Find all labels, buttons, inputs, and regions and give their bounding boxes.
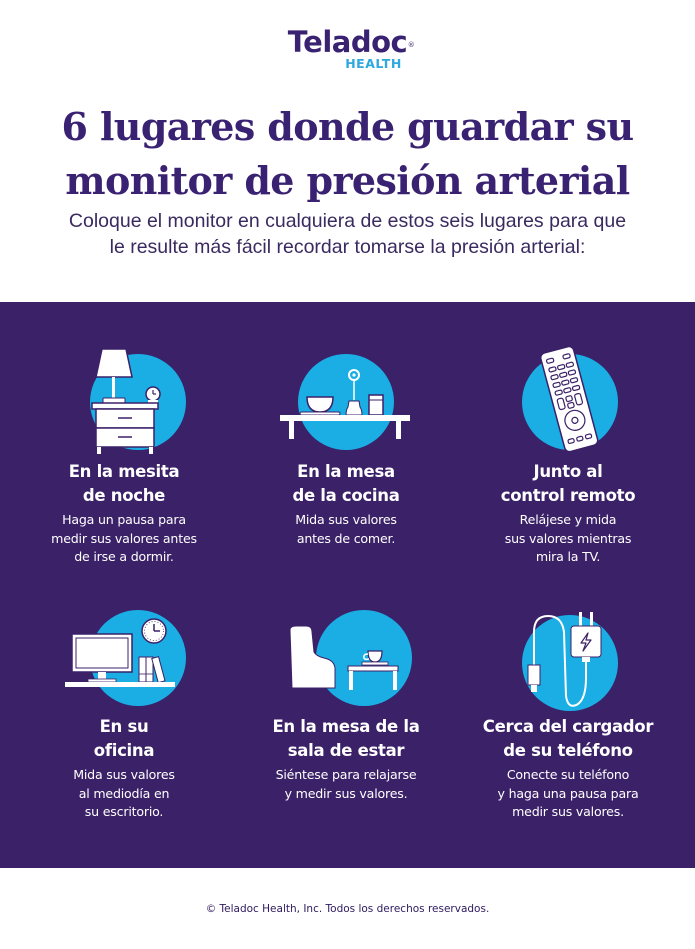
place-title-line: control remoto (500, 486, 636, 505)
place-title-line: de la cocina (292, 486, 400, 505)
place-title-line: de noche (82, 486, 166, 505)
place-description (14, 511, 234, 567)
place-title-line: Cerca del cargador (482, 717, 654, 736)
place-desc-line: mira la TV. (535, 549, 601, 564)
subtitle-line-2: le resulte más fácil recordar tomarse la presión arterial: (109, 236, 586, 258)
place-description (236, 511, 456, 548)
place-desc-line: Mida sus valores (295, 512, 397, 527)
subtitle-line-1: Coloque el monitor en cualquiera de estos seis lugares para que (68, 210, 627, 232)
place-description (458, 766, 678, 822)
place-title-line: En la mesa de la (272, 717, 420, 736)
place-desc-line: medir sus valores antes (51, 530, 197, 546)
place-desc-line: y haga una pausa para (497, 785, 639, 801)
place-title (14, 715, 234, 763)
office-desk-icon (14, 600, 234, 715)
place-title-line: En la mesita (68, 462, 180, 481)
place-desc-line: medir sus valores. (512, 804, 624, 819)
place-title-line: sala de estar (287, 741, 405, 760)
place-desc-line: al mediodía en (78, 785, 170, 801)
place-desc-line: Siéntese para relajarse (275, 767, 417, 782)
place-card-office (14, 600, 234, 822)
nightstand-icon (14, 345, 234, 460)
place-title-line: de su teléfono (503, 741, 633, 760)
place-desc-line: su escritorio. (84, 804, 164, 819)
page-subtitle (0, 208, 695, 260)
teladoc-health-logo (0, 26, 695, 71)
registered-mark: ® (407, 41, 415, 49)
place-desc-line: Conecte su teléfono (506, 767, 630, 782)
logo-wordmark (287, 25, 415, 59)
place-desc-line: de irse a dormir. (74, 549, 174, 564)
place-title (236, 715, 456, 763)
place-desc-line: antes de comer. (296, 530, 396, 546)
place-title (458, 460, 678, 508)
living-room-table-icon (236, 600, 456, 715)
phone-charger-icon (458, 600, 678, 715)
copyright-footer: © Teladoc Health, Inc. Todos los derechos reservados. (205, 903, 490, 915)
place-card-living-room-table (236, 600, 456, 803)
title-line-1: 6 lugares donde guardar su (61, 104, 634, 149)
place-desc-line: sus valores mientras (504, 530, 632, 546)
remote-control-icon (458, 345, 678, 460)
place-card-phone-charger (458, 600, 678, 822)
place-title-line: En la mesa (297, 462, 395, 481)
place-description (14, 766, 234, 822)
place-description (458, 511, 678, 567)
place-title-line: oficina (93, 741, 155, 760)
place-desc-line: y medir sus valores. (284, 785, 408, 801)
logo-text: Teladoc (287, 25, 408, 59)
place-card-kitchen-table (236, 345, 456, 548)
page-title (0, 100, 695, 208)
place-description (236, 766, 456, 803)
place-card-nightstand (14, 345, 234, 567)
kitchen-table-icon (236, 345, 456, 460)
place-desc-line: Relájese y mida (519, 512, 617, 527)
place-desc-line: Haga un pausa para (62, 512, 186, 527)
place-desc-line: Mida sus valores (73, 767, 175, 782)
place-title-line: En su (99, 717, 149, 736)
place-title-line: Junto al (533, 462, 603, 481)
place-title (236, 460, 456, 508)
place-title (458, 715, 678, 763)
logo-subtext: HEALTH (345, 56, 402, 71)
place-card-remote-control (458, 345, 678, 567)
title-line-2: monitor de presión arterial (65, 158, 630, 203)
place-title (14, 460, 234, 508)
